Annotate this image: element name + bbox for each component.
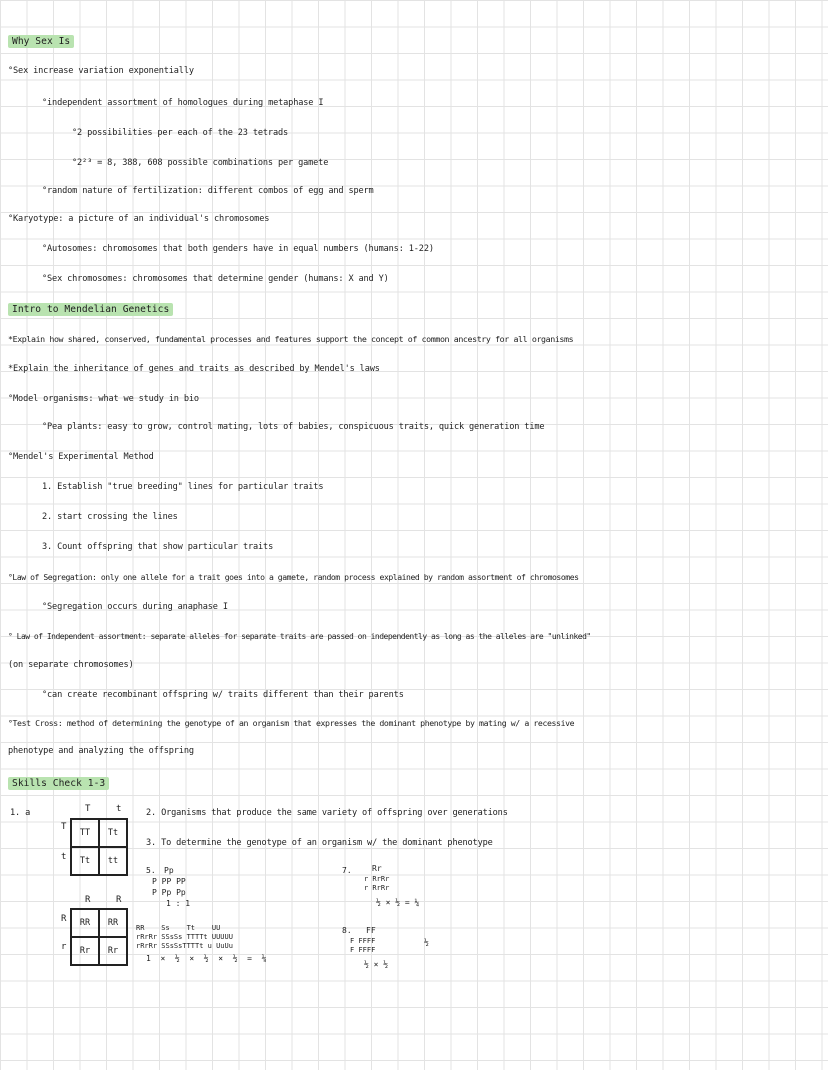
punnett1-cell: Tt [99,819,127,847]
q8-probability: ½ × ½ [364,960,389,969]
note-possibilities: °2 possibilities per each of the 23 tetrads [72,128,289,138]
punnett2-side-2: r [61,942,67,952]
q8-label: 8. [342,926,352,935]
punnett1-top-2: t [116,804,122,814]
note-mendels-laws: *Explain the inheritance of genes and traits as described by Mendel's laws [8,364,380,374]
note-autosomes: °Autosomes: chromosomes that both genders have in equal numbers (humans: 1-22) [42,244,434,254]
punnett1-side-2: t [61,852,67,862]
note-sex-variation: °Sex increase variation exponentially [8,66,194,76]
punnett1-cell: tt [99,847,127,875]
note-experimental-method: °Mendel's Experimental Method [8,452,154,462]
note-model-organisms: °Model organisms: what we study in bio [8,394,199,404]
note-combinations: °2²³ = 8, 388, 608 possible combinations per gamete [72,158,329,168]
q7-head: Rr [372,864,382,873]
q7-row-2: r RrRr [364,884,390,892]
section-heading-why-sex: Why Sex Is [8,36,74,47]
q5-ratio: 1 : 1 [166,899,191,908]
q6-head: RR Ss Tt UU [136,924,221,932]
note-independent-assortment-law: ° Law of Independent assortment: separate alleles for separate traits are passed on independently as long as the alleles are "unlinked" [8,632,591,641]
note-test-cross-cont: phenotype and analyzing the offspring [8,746,194,756]
note-pea-plants: °Pea plants: easy to grow, control mating, lots of babies, conspicuous traits, quick generation time [42,422,545,432]
note-sex-chromosomes: °Sex chromosomes: chromosomes that determine gender (humans: X and Y) [42,274,389,284]
q8-head: FF [366,926,376,935]
punnett2-cell: RR [71,909,99,937]
punnett-square-1 [70,818,128,876]
punnett1-cell: TT [71,819,99,847]
q8-aside: ½ [424,938,429,947]
q8-row-1: F FFFF [350,937,376,945]
note-step-2: 2. start crossing the lines [42,512,178,522]
punnett2-cell: RR [99,909,127,937]
note-recombinant: °can create recombinant offspring w/ traits different than their parents [42,690,404,700]
note-fertilization: °random nature of fertilization: different combos of egg and sperm [42,186,374,196]
note-law-of-segregation: °Law of Segregation: only one allele for a trait goes into a gamete, random process explained by random assortment of chromosomes [8,572,579,582]
note-step-1: 1. Establish "true breeding" lines for particular traits [42,482,324,492]
punnett2-cell: Rr [99,937,127,965]
q5-label: 5. [146,866,156,875]
section-heading-mendel: Intro to Mendelian Genetics [8,304,173,315]
note-step-3: 3. Count offspring that show particular traits [42,542,274,552]
note-segregation-anaphase: °Segregation occurs during anaphase I [42,602,228,612]
q2-answer: 2. Organisms that produce the same variety of offspring over generations [146,808,508,818]
punnett2-top-1: R [85,895,91,905]
q1-label: 1. a [10,808,31,818]
punnett1-top-1: T [85,804,91,814]
q5-head: Pp [164,866,174,875]
punnett1-cell: Tt [71,847,99,875]
q3-answer: 3. To determine the genotype of an organism w/ the dominant phenotype [146,838,493,848]
q6-probability: 1 × ½ × ½ × ½ = ⅛ [146,954,267,963]
punnett2-cell: Rr [71,937,99,965]
punnett2-top-2: R [116,895,122,905]
q6-row-2: rRrRr SSsSsTTTTt u UuUu [136,942,233,950]
q5-row-1: P PP PP [152,877,186,886]
section-heading-skills: Skills Check 1-3 [8,778,109,789]
q7-row-1: r RrRr [364,875,390,883]
punnett2-side-1: R [61,914,67,924]
q6-row-1: rRrRr SSsSs TTTTt UUUUU [136,933,233,941]
q7-label: 7. [342,866,352,875]
note-independent-assortment: °independent assortment of homologues during metaphase I [42,98,324,108]
punnett1-side-1: T [61,822,67,832]
note-karyotype: °Karyotype: a picture of an individual's chromosomes [8,214,270,224]
q8-row-2: F FFFF [350,946,376,954]
q5-row-2: P Pp Pp [152,888,186,897]
note-separate-chromosomes: (on separate chromosomes) [8,660,134,670]
punnett-square-2 [70,908,128,966]
note-test-cross: °Test Cross: method of determining the genotype of an organism that expresses the dominant phenotype by mating w/ a recessive [8,718,575,728]
note-common-ancestry: *Explain how shared, conserved, fundamental processes and features support the concept of common ancestry for all organisms [8,334,574,344]
q7-probability: ½ × ½ = ¼ [376,898,420,907]
